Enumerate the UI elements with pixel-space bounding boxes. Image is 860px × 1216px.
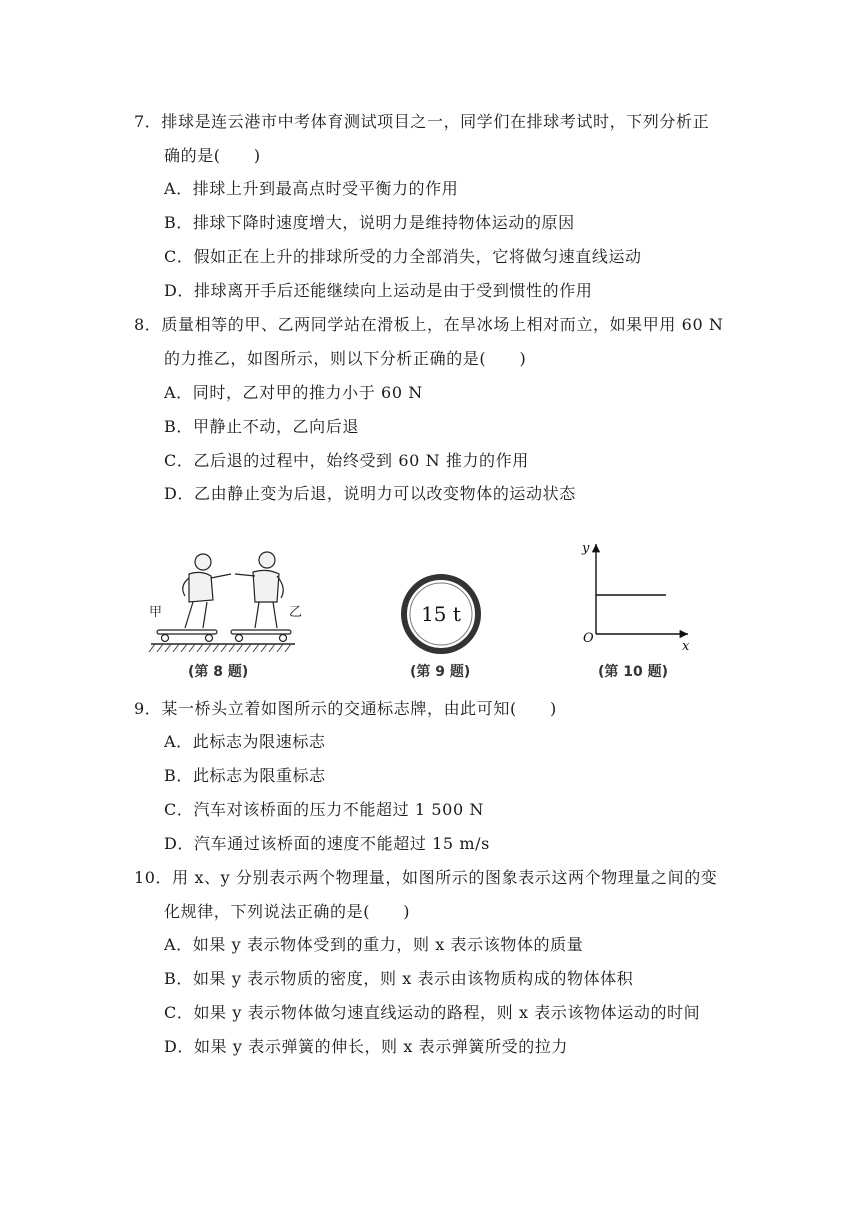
q10-option-b: B．如果 y 表示物质的密度，则 x 表示由该物质构成的物体体积	[164, 969, 634, 988]
q7-option-a: A．排球上升到最高点时受平衡力的作用	[164, 179, 459, 198]
q9-option-b: B．此标志为限重标志	[164, 766, 326, 785]
figure-8-caption: (第 8 题)	[188, 664, 249, 680]
figure-8-skateboard-illustration	[145, 544, 305, 656]
q8-option-a: A．同时，乙对甲的推力小于 60 N	[164, 383, 423, 402]
q9-option-d: D．汽车通过该桥面的速度不能超过 15 m/s	[164, 834, 490, 853]
figure-8-label-yi: 乙	[289, 605, 303, 620]
q9-option-a: A．此标志为限速标志	[164, 732, 326, 751]
figure-10-origin-label: O	[583, 631, 594, 646]
figure-10-caption: (第 10 题)	[598, 664, 669, 680]
q8-option-b: B．甲静止不动，乙向后退	[164, 417, 359, 436]
q7-option-c: C．假如正在上升的排球所受的力全部消失，它将做匀速直线运动	[164, 247, 642, 266]
q8-option-c: C．乙后退的过程中，始终受到 60 N 推力的作用	[164, 451, 529, 470]
q8-stem-line1: 8．质量相等的甲、乙两同学站在滑板上，在旱冰场上相对而立，如果甲用 60 N	[134, 315, 724, 334]
q9-stem-line1: 9．某一桥头立着如图所示的交通标志牌，由此可知( )	[134, 699, 557, 718]
q10-stem-line1: 10．用 x、y 分别表示两个物理量，如图所示的图象表示这两个物理量之间的变	[134, 868, 718, 887]
figure-10-xy-graph	[578, 536, 696, 656]
q8-option-d: D．乙由静止变为后退，说明力可以改变物体的运动状态	[164, 484, 576, 503]
q10-option-c: C．如果 y 表示物体做匀速直线运动的路程，则 x 表示该物体运动的时间	[164, 1003, 701, 1022]
figure-9-weight-limit-sign	[400, 573, 482, 655]
q7-option-d: D．排球离开手后还能继续向上运动是由于受到惯性的作用	[164, 281, 593, 300]
figure-10-y-axis-label: y	[582, 541, 590, 556]
q7-stem-line1: 7．排球是连云港市中考体育测试项目之一，同学们在排球考试时，下列分析正	[134, 112, 710, 131]
figure-9-sign-text: 15 t	[421, 602, 461, 626]
q10-option-a: A．如果 y 表示物体受到的重力，则 x 表示该物体的质量	[164, 935, 584, 954]
q7-option-b: B．排球下降时速度增大，说明力是维持物体运动的原因	[164, 213, 575, 232]
q10-stem-line2: 化规律，下列说法正确的是( )	[164, 902, 411, 921]
figure-8-label-jia: 甲	[149, 605, 163, 620]
q8-stem-line2: 的力推乙，如图所示，则以下分析正确的是( )	[164, 349, 527, 368]
q10-option-d: D．如果 y 表示弹簧的伸长，则 x 表示弹簧所受的拉力	[164, 1037, 569, 1056]
figure-9-caption: (第 9 题)	[410, 664, 471, 680]
q7-stem-line2: 确的是( )	[164, 146, 261, 165]
figure-10-x-axis-label: x	[682, 639, 690, 654]
q9-option-c: C．汽车对该桥面的压力不能超过 1 500 N	[164, 800, 485, 819]
